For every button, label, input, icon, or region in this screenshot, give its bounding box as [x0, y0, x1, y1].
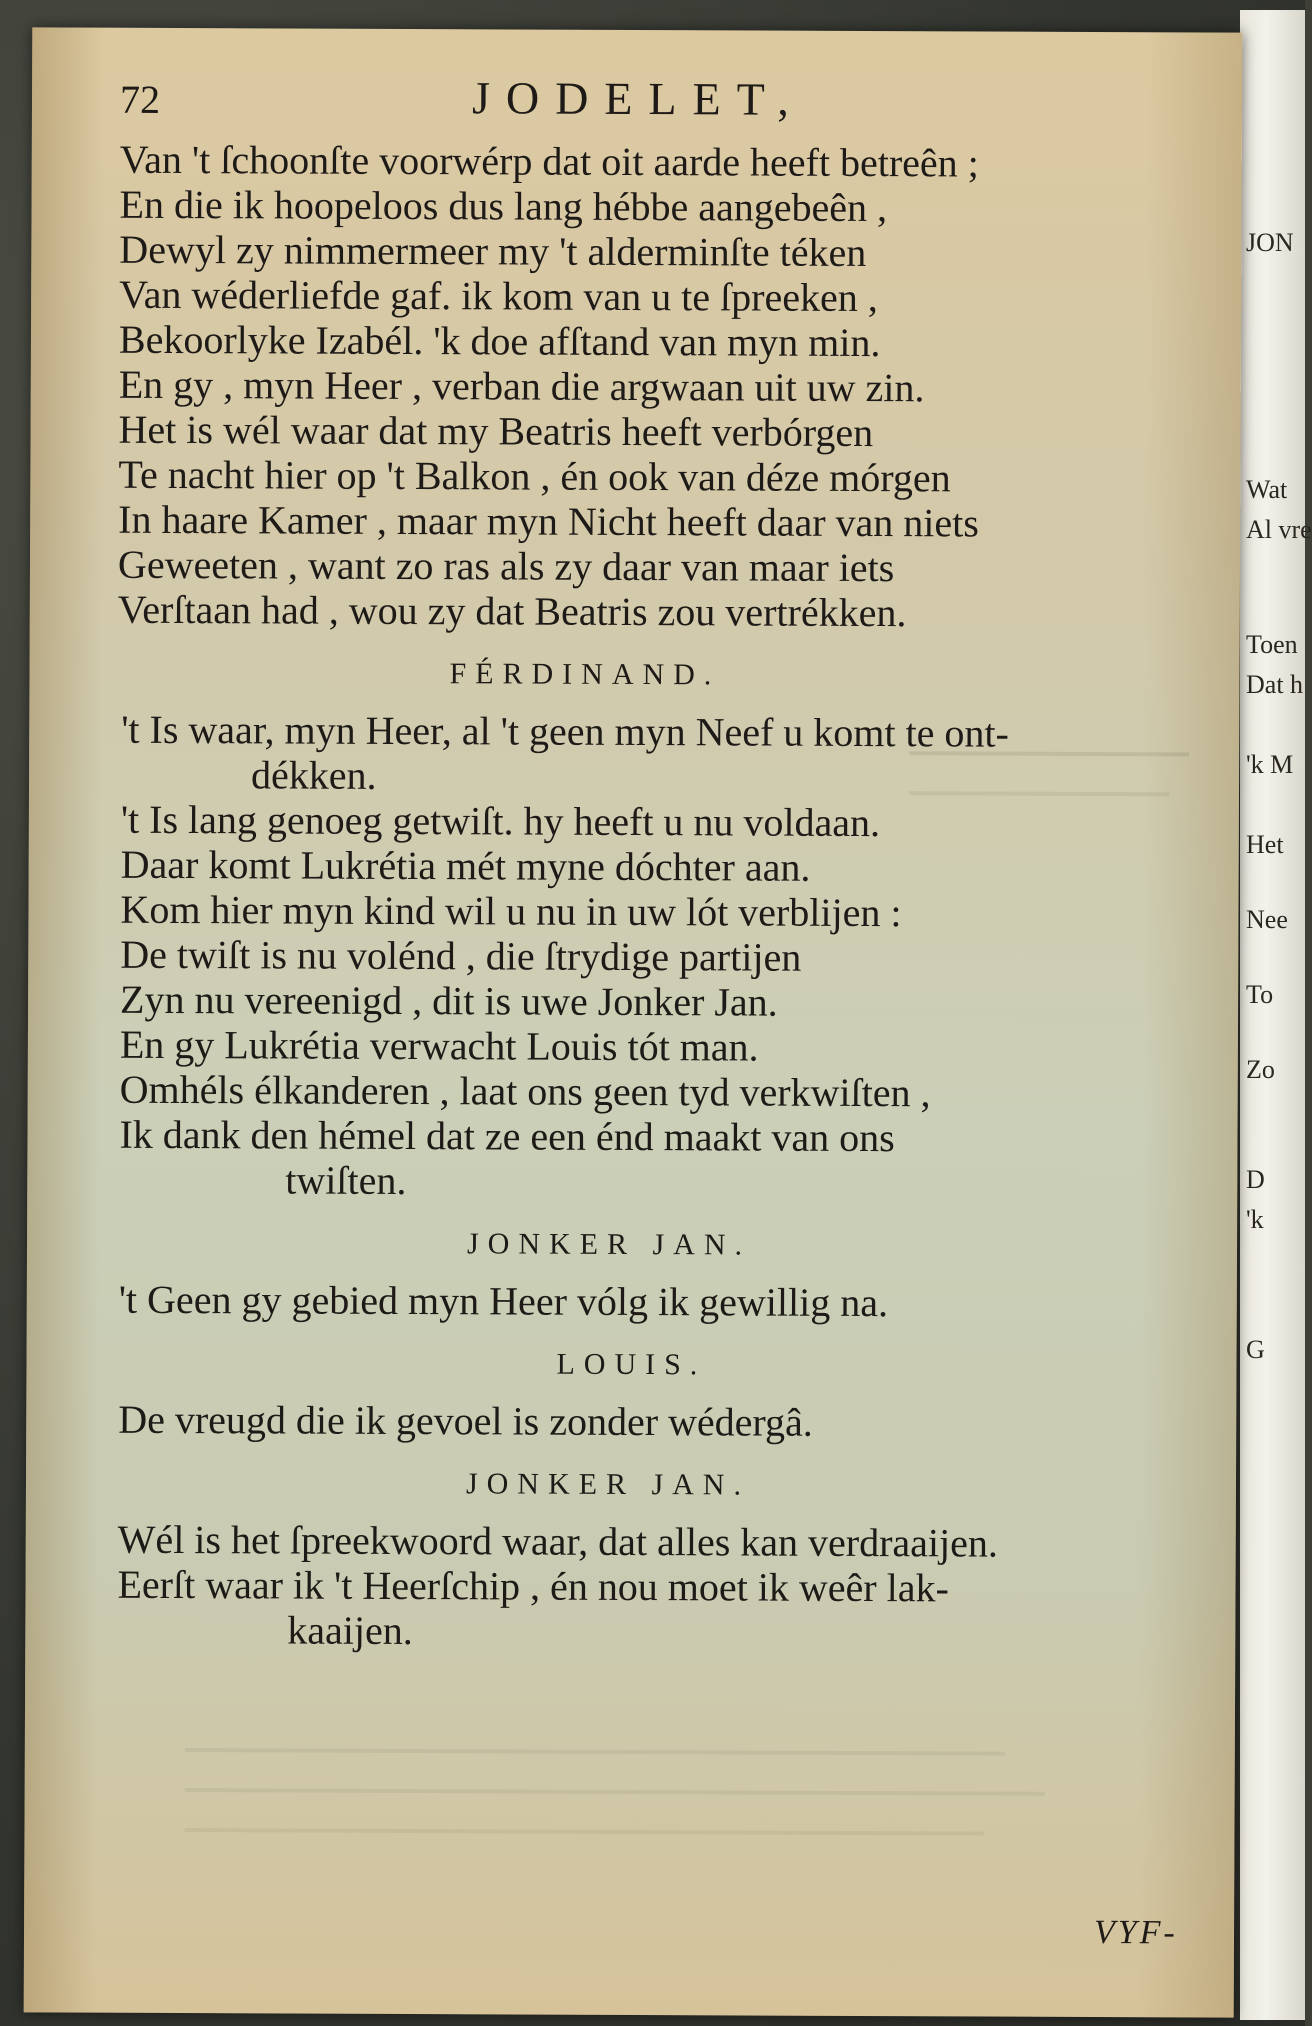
facing-page-fragment: To: [1246, 980, 1274, 1009]
verse-line: In haare Kamer , maar myn Nicht heeft daar van niets: [118, 496, 980, 546]
verse-line-continuation: twiſten.: [285, 1157, 407, 1204]
verse-line: 't Is waar, myn Heer, al 't geen myn Neef u komt te ont-: [121, 706, 1009, 756]
verse-line: Zyn nu vereenigd , dit is uwe Jonker Jan.: [119, 976, 778, 1025]
facing-page-fragment: Dat h: [1246, 670, 1304, 699]
verse-line: Wél is het ſpreekwoord waar, dat alles kan verdraaijen.: [117, 1516, 999, 1566]
facing-page-fragment: JON: [1246, 228, 1294, 257]
facing-page-fragment: Toen: [1246, 630, 1298, 659]
show-through-mark: [185, 1788, 1045, 1796]
catchword: VYF-: [1093, 1914, 1178, 1952]
verse-line: Van wéderliefde gaf. ik kom van u te ſpreeken ,: [119, 271, 878, 321]
verse-line: Bekoorlyke Izabél. 'k doe afſtand van myn min.: [118, 316, 881, 366]
verse-line: Eerſt waar ik 't Heerſchip , én nou moet ik weêr lak-: [117, 1561, 949, 1611]
facing-page-fragment: G: [1246, 1335, 1265, 1364]
page-number: 72: [119, 76, 161, 122]
facing-page-fragment: 'k M: [1246, 750, 1294, 779]
facing-page-fragment: Wat: [1246, 475, 1288, 504]
show-through-mark: [185, 1748, 1005, 1756]
facing-page-fragment: Al vre: [1246, 515, 1312, 544]
verse-line: Het is wél waar dat my Beatris heeft verbórgen: [118, 406, 874, 456]
verse-line: Kom hier myn kind wil u nu in uw lót verblijen :: [120, 886, 902, 936]
verse-line: Van 't ſchoonſte voorwérp dat oit aarde heeft betreên ;: [119, 136, 979, 186]
speaker-heading-louis: LOUIS.: [556, 1347, 707, 1382]
speaker-heading-ferdinand: FÉRDINAND.: [449, 657, 721, 692]
book-page: [24, 27, 1243, 2017]
verse-line: Omhéls élkanderen , laat ons geen tyd verkwiſten ,: [119, 1066, 931, 1116]
facing-page-fragment: 'k: [1246, 1205, 1264, 1234]
show-through-mark: [184, 1828, 984, 1835]
facing-page-edge: [1240, 10, 1312, 2020]
facing-page-fragment: D: [1246, 1165, 1265, 1194]
verse-line: En gy Lukrétia verwacht Louis tót man.: [119, 1021, 759, 1070]
facing-page-fragment: Zo: [1246, 1055, 1275, 1084]
verse-line: Te nacht hier op 't Balkon , én ook van déze mórgen: [118, 451, 951, 501]
verse-line: De vreugd die ik gevoel is zonder wédergâ.: [118, 1396, 813, 1445]
verse-line: 't Geen gy gebied myn Heer vólg ik gewillig na.: [118, 1276, 889, 1326]
verse-line: De twiſt is nu volénd , die ſtrydige partijen: [120, 931, 802, 980]
verse-line-continuation: kaaijen.: [287, 1607, 413, 1654]
speaker-heading-jonker-jan: JONKER JAN.: [466, 1227, 752, 1262]
running-head: JODELET,: [471, 72, 805, 125]
verse-line: En die ik hoopeloos dus lang hébbe aangebeên ,: [119, 181, 888, 231]
verse-line: Ik dank den hémel dat ze een énd maakt van ons: [119, 1111, 895, 1161]
verse-line: Verſtaan had , wou zy dat Beatris zou vertrékken.: [117, 586, 907, 636]
facing-page-fragment: Het: [1246, 830, 1284, 859]
facing-page-fragment: Nee: [1246, 905, 1288, 934]
verse-line: Geweeten , want zo ras als zy daar van maar iets: [117, 541, 895, 591]
verse-line: Daar komt Lukrétia mét myne dóchter aan.: [120, 841, 811, 890]
verse-line-continuation: dékken.: [250, 752, 377, 798]
verse-line: 't Is lang genoeg getwiſt. hy heeft u nu voldaan.: [120, 796, 881, 846]
speaker-heading-jonker-jan: JONKER JAN.: [465, 1467, 751, 1502]
show-through-mark: [909, 791, 1169, 796]
verse-line: En gy , myn Heer , verban die argwaan uit uw zin.: [118, 361, 925, 411]
verse-line: Dewyl zy nimmermeer my 't alderminſte téken: [119, 226, 867, 276]
